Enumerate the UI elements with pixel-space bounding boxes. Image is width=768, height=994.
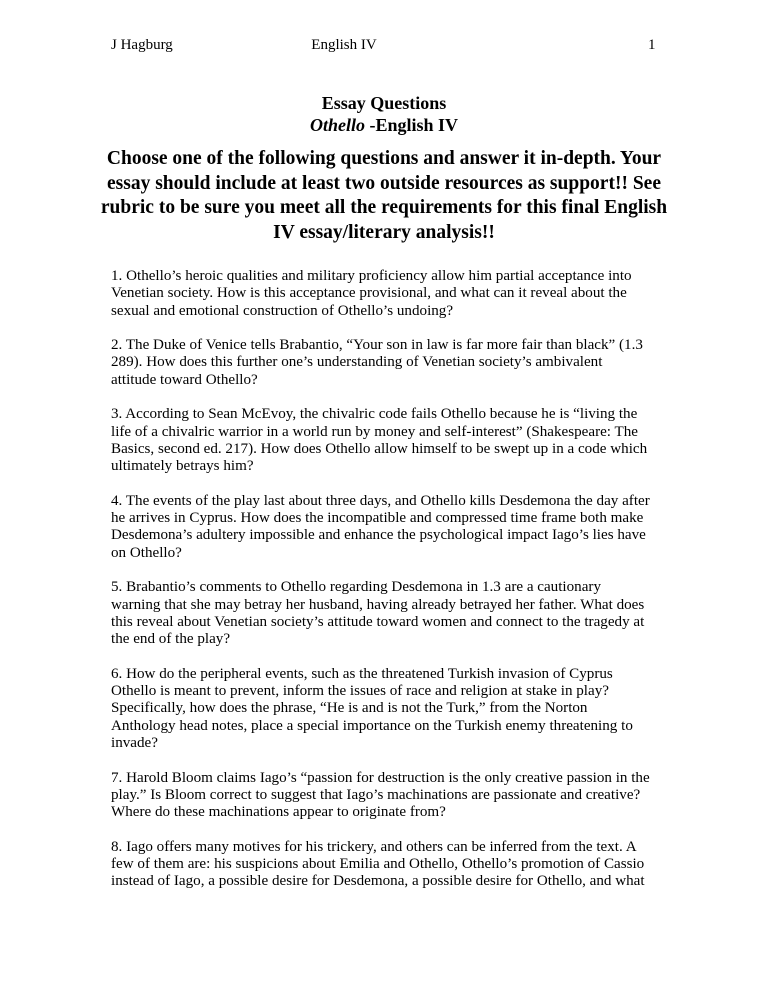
question-5 bbox=[111, 579, 671, 648]
question-line: 6. How do the peripheral events, such as the threatened Turkish invasion of Cyprus bbox=[111, 665, 613, 682]
subtitle-rest: -English IV bbox=[364, 115, 459, 135]
question-3 bbox=[111, 406, 671, 475]
question-line: Basics, second ed. 217). How does Othello allow himself to be swept up in a code which bbox=[111, 440, 648, 457]
page-number: 1 bbox=[648, 37, 656, 53]
question-line: invade? bbox=[111, 735, 158, 752]
question-line: attitude toward Othello? bbox=[111, 371, 258, 388]
question-line: 2. The Duke of Venice tells Brabantio, “Your son in law is far more fair than black” (1.3 bbox=[111, 337, 643, 354]
question-line: ultimately betrays him? bbox=[111, 458, 254, 475]
question-line: Anthology head notes, place a special importance on the Turkish enemy threatening to bbox=[111, 717, 633, 734]
question-1 bbox=[111, 268, 671, 320]
header-course: English IV bbox=[311, 37, 377, 53]
question-6 bbox=[111, 666, 671, 752]
question-line: Where do these machinations appear to originate from? bbox=[111, 804, 446, 821]
question-line: 3. According to Sean McEvoy, the chivalric code fails Othello because he is “living the bbox=[111, 406, 638, 423]
question-line: play.” Is Bloom correct to suggest that Iago’s machinations are passionate and creative? bbox=[111, 786, 641, 803]
question-line: Venetian society. How is this acceptance provisional, and what can it reveal about the bbox=[111, 285, 627, 302]
header-author: J Hagburg bbox=[111, 37, 173, 53]
question-7 bbox=[111, 770, 671, 822]
question-line: life of a chivalric warrior in a world run by money and self-interest” (Shakespeare: The bbox=[111, 423, 638, 440]
question-line: 1. Othello’s heroic qualities and military proficiency allow him partial acceptance into bbox=[111, 268, 632, 284]
question-line: 4. The events of the play last about three days, and Othello kills Desdemona the day after bbox=[111, 492, 650, 509]
instructions: Choose one of the following questions and answer it in-depth. Your essay should include at least two outside resources as support!! See rubric to be sure you meet all the requirements for this final English IV essay/literary analysis!! bbox=[100, 148, 668, 243]
question-2 bbox=[111, 337, 671, 389]
question-4 bbox=[111, 493, 671, 562]
question-line: 5. Brabantio’s comments to Othello regarding Desdemona in 1.3 are a cautionary bbox=[111, 579, 601, 596]
document-subtitle bbox=[0, 114, 768, 136]
question-line: he arrives in Cyprus. How does the incompatible and compressed time frame both make bbox=[111, 510, 644, 527]
question-line: warning that she may betray her husband, having already betrayed her father. What does bbox=[111, 596, 645, 613]
question-8 bbox=[111, 839, 671, 891]
question-list bbox=[111, 268, 671, 908]
question-line: on Othello? bbox=[111, 544, 182, 561]
question-line: 289). How does this further one’s understanding of Venetian society’s ambivalent bbox=[111, 354, 603, 371]
question-line: few of them are: his suspicions about Emilia and Othello, Othello’s promotion of Cassio bbox=[111, 856, 645, 873]
question-line: instead of Iago, a possible desire for Desdemona, a possible desire for Othello, and what bbox=[111, 873, 645, 890]
play-title: Othello bbox=[309, 115, 365, 135]
question-line: this reveal about Venetian society’s attitude toward women and connect to the tragedy at bbox=[111, 613, 645, 630]
question-line: 8. Iago offers many motives for his trickery, and others can be inferred from the text. A bbox=[111, 838, 637, 855]
question-line: 7. Harold Bloom claims Iago’s “passion for destruction is the only creative passion in the bbox=[111, 769, 650, 786]
question-line: Othello is meant to prevent, inform the issues of race and religion at stake in play? bbox=[111, 683, 609, 700]
question-line: Desdemona’s adultery impossible and enhance the psychological impact Iago’s lies have bbox=[111, 527, 646, 544]
question-line: the end of the play? bbox=[111, 631, 231, 648]
question-line: sexual and emotional construction of Othello’s undoing? bbox=[111, 302, 454, 319]
question-line: Specifically, how does the phrase, “He is and is not the Turk,” from the Norton bbox=[111, 700, 588, 717]
document-title: Essay Questions bbox=[321, 93, 447, 113]
